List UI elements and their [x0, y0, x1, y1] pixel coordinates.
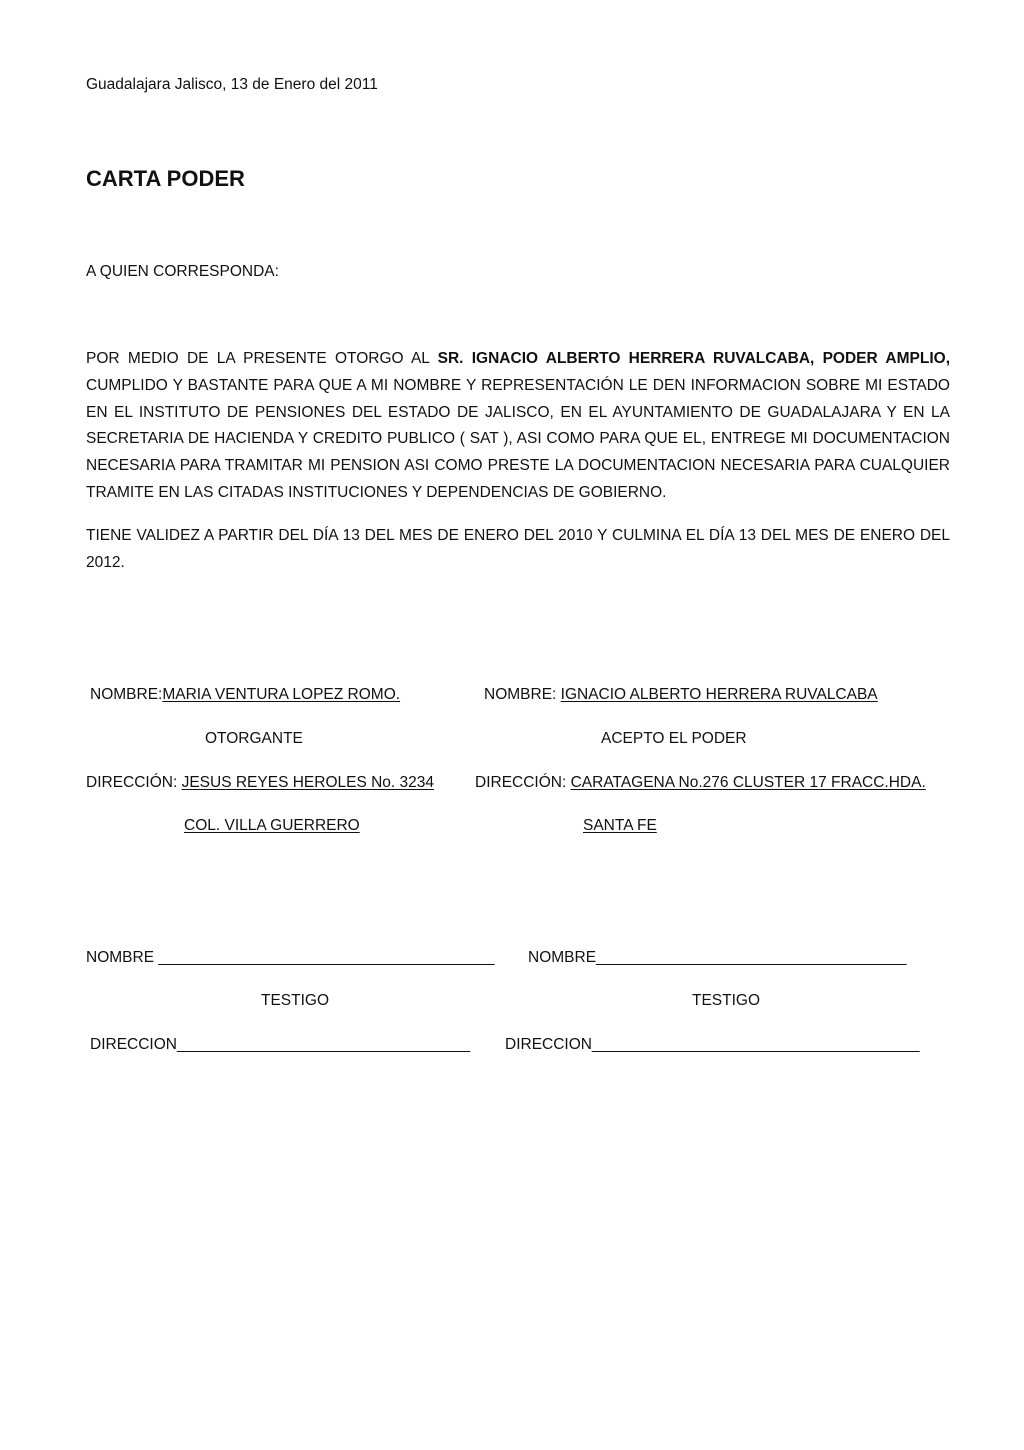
witness-role-left: TESTIGO	[261, 992, 330, 1009]
grantee-highlight: SR. IGNACIO ALBERTO HERRERA RUVALCABA, PODER AMPLIO,	[437, 350, 950, 367]
grantor-address-line	[86, 773, 434, 793]
grantee-name-label: NOMBRE:	[484, 686, 561, 703]
witness-role-right: TESTIGO	[692, 992, 761, 1009]
grantor-name-value: MARIA VENTURA LOPEZ ROMO.	[162, 686, 401, 703]
witness-name-line-left: NOMBRE _______________________________________	[86, 949, 495, 966]
grantor-address-value-2: COL. VILLA GUERRERO	[184, 817, 360, 834]
grantor-address-label: DIRECCIÓN:	[86, 774, 182, 791]
body-paragraph-2: TIENE VALIDEZ A PARTIR DEL DÍA 13 DEL MES DE ENERO DEL 2010 Y CULMINA EL DÍA 13 DEL MES DE ENERO DEL 2012.	[86, 527, 950, 571]
grantee-address-value: CARATAGENA No.276 CLUSTER 17 FRACC.HDA.	[570, 774, 926, 791]
grantee-name-line	[484, 685, 878, 705]
grantee-role: ACEPTO EL PODER	[601, 730, 747, 747]
salutation: A QUIEN CORRESPONDA:	[86, 263, 279, 280]
grantee-name-value: IGNACIO ALBERTO HERRERA RUVALCABA	[560, 686, 878, 703]
witness-address-line-left: DIRECCION__________________________________	[90, 1036, 471, 1053]
grantor-address-line-2	[184, 816, 360, 836]
grantor-name-label: NOMBRE:	[90, 686, 163, 703]
grantee-address-value-2: SANTA FE	[583, 817, 657, 834]
grantee-address-line	[475, 773, 926, 793]
grantor-role: OTORGANTE	[205, 730, 303, 747]
body-paragraph-1	[86, 346, 950, 507]
grantor-address-value: JESUS REYES HEROLES No. 3234	[181, 774, 435, 791]
paragraph-rest: CUMPLIDO Y BASTANTE PARA QUE A MI NOMBRE Y REPRESENTACIÓN LE DEN INFORMACION SOBRE MI ESTADO EN EL INSTITUTO DE PENSIONES DEL ESTADO DE JALISCO, EN EL AYUNTAMIENTO DE GUADALAJARA Y EN LA SECRETARIA DE HACIENDA Y CREDITO PUBLICO ( SAT ), ASI COMO PARA QUE EL, ENTREGE MI DOCUMENTACION NECESARIA PARA TRAMITAR MI PENSION ASI COMO PRESTE LA DOCUMENTACION NECESARIA PARA CUALQUIER TRAMITE EN LAS CITADAS INSTITUCIONES Y DEPENDENCIAS DE GOBIERNO.	[86, 376, 950, 501]
place-date: Guadalajara Jalisco, 13 de Enero del 2011	[86, 76, 378, 93]
paragraph-lead: POR MEDIO DE LA PRESENTE OTORGO AL	[86, 350, 438, 367]
document-title: CARTA PODER	[86, 166, 245, 191]
grantee-address-label: DIRECCIÓN:	[475, 774, 571, 791]
grantee-address-line-2	[583, 816, 657, 836]
witness-name-line-right: NOMBRE____________________________________	[528, 949, 907, 966]
witness-address-line-right: DIRECCION______________________________________	[505, 1036, 920, 1053]
grantor-name-line	[90, 685, 400, 705]
